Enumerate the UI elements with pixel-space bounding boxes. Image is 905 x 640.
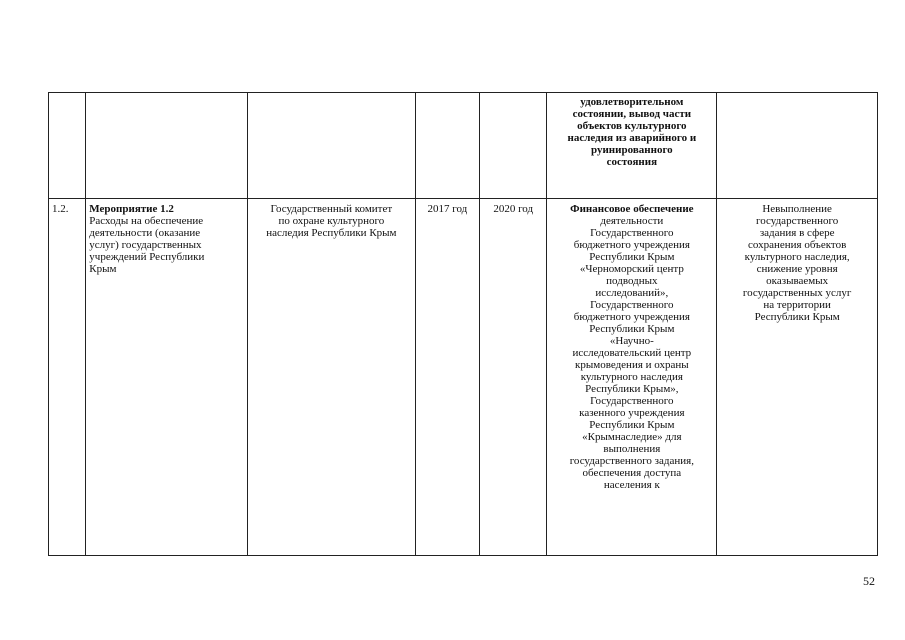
- table-row-continuation: [49, 93, 878, 199]
- table-row-measure-1-2: [49, 199, 878, 556]
- text-line: сохранения объектов: [748, 239, 847, 251]
- text-line: оказываемых: [766, 275, 829, 287]
- cell-end-year: 2020 год: [480, 199, 547, 556]
- text-line: удовлетворительном: [580, 96, 684, 108]
- text-line: Крым: [89, 263, 117, 275]
- text-line: населения к: [603, 479, 660, 491]
- text-line: деятельности (оказание: [89, 227, 201, 239]
- text-line: Республики Крым»,: [585, 383, 679, 395]
- text-line: услуг) государственных: [89, 239, 202, 251]
- text-line: на территории: [763, 299, 831, 311]
- cell-start-year: 2017 год: [415, 199, 479, 556]
- text-line: культурного наследия,: [744, 251, 850, 263]
- text-line: Республики Крым: [589, 251, 675, 263]
- text-line: состоянии, вывод части: [572, 108, 692, 120]
- page-number: 52: [863, 574, 875, 588]
- text-line: государственного: [756, 215, 839, 227]
- text-line: Республики Крым: [589, 323, 675, 335]
- text-line: Государственного: [590, 299, 674, 311]
- text-line: «Черноморский центр: [579, 263, 684, 275]
- text-line: Финансовое обеспечение: [570, 203, 694, 215]
- text-line: государственных услуг: [742, 287, 852, 299]
- text-line: казенного учреждения: [579, 407, 685, 419]
- text-line: Расходы на обеспечение: [89, 215, 204, 227]
- text-line: задания в сфере: [759, 227, 835, 239]
- text-line: исследовательский центр: [572, 347, 692, 359]
- text-line: Республики Крым: [754, 311, 840, 323]
- text-line: культурного наследия: [580, 371, 683, 383]
- text-line: обеспечения доступа: [582, 467, 682, 479]
- text-line: исследований»,: [595, 287, 669, 299]
- text-line: крымоведения и охраны: [575, 359, 689, 371]
- text-line: Государственный комитет: [270, 203, 393, 215]
- cell-executor: [247, 199, 415, 556]
- cell-end-year: [480, 93, 547, 199]
- measure-title: Мероприятие 1.2: [89, 203, 174, 215]
- text-line: объектов культурного: [577, 120, 687, 132]
- cell-consequences: [717, 93, 878, 199]
- cell-consequences: [717, 199, 878, 556]
- cell-number: [49, 93, 86, 199]
- cell-number: 1.2.: [49, 199, 86, 556]
- cell-executor: [247, 93, 415, 199]
- text-line: по охране культурного: [278, 215, 385, 227]
- text-line: Республики Крым: [589, 419, 675, 431]
- text-line: снижение уровня: [756, 263, 838, 275]
- text-line: «Научно-: [609, 335, 654, 347]
- text-line: бюджетного учреждения: [573, 239, 690, 251]
- text-line: наследия из аварийного и: [567, 132, 697, 144]
- text-line: деятельности: [600, 215, 664, 227]
- cell-expected-result: [547, 93, 717, 199]
- text-line: государственного задания,: [569, 455, 694, 467]
- text-line: бюджетного учреждения: [573, 311, 690, 323]
- cell-start-year: [415, 93, 479, 199]
- text-line: состояния: [606, 156, 658, 168]
- text-line: подводных: [606, 275, 658, 287]
- text-line: Государственного: [590, 395, 674, 407]
- text-line: руинированного: [591, 144, 673, 156]
- program-measures-table: [48, 92, 878, 556]
- cell-measure: [86, 93, 248, 199]
- text-line: Государственного: [590, 227, 674, 239]
- text-line: выполнения: [603, 443, 661, 455]
- text-line: «Крымнаследие» для: [582, 431, 682, 443]
- cell-measure: [86, 199, 248, 556]
- text-line: наследия Республики Крым: [266, 227, 397, 239]
- text-line: учреждений Республики: [89, 251, 205, 263]
- cell-expected-result: [547, 199, 717, 556]
- text-line: Невыполнение: [762, 203, 832, 215]
